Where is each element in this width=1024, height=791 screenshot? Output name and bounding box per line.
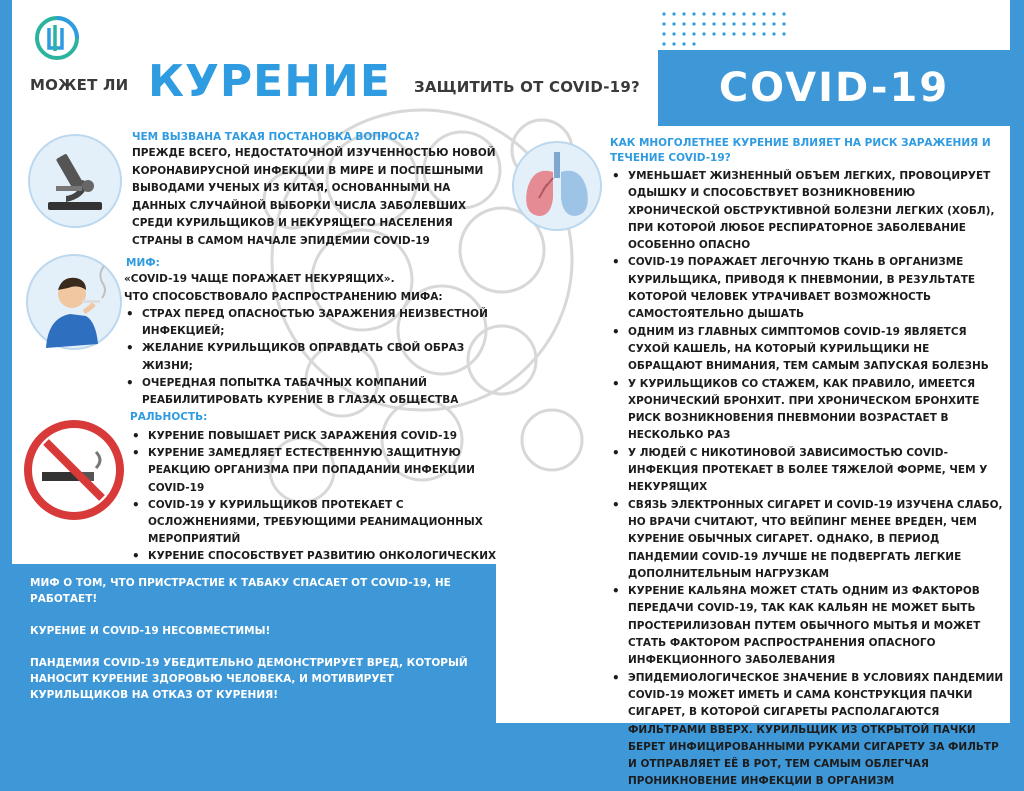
list-item: • КУРЕНИЕ КАЛЬЯНА МОЖЕТ СТАТЬ ОДНИМ ИЗ ФАКТОРОВ ПЕРЕДАЧИ COVID-19, ТАК КАК КАЛЬЯН НЕ МОЖЕТ БЫТЬ ПРОСТЕРИЛИЗОВАН ПУТЕМ ОБЫЧНОГО МЫТЬЯ И МОЖЕТ СТАТЬ ФАКТОРОМ РАСПРОСТРАНЕНИЯ ОПАСНОГО ИНФЕКЦИОННОГО ЗАБОЛЕВАНИЯ [610,583,1006,669]
list-item: • COVID-19 ПОРАЖАЕТ ЛЕГОЧНУЮ ТКАНЬ В ОРГАНИЗМЕ КУРИЛЬЩИКА, ПРИВОДЯ К ПНЕВМОНИИ, В РЕЗУЛЬТАТЕ КОТОРОЙ ЧЕЛОВЕК УТРАЧИВАЕТ ВОЗМОЖНОСТЬ САМОСТОЯТЕЛЬНО ДЫШАТЬ [610,254,1006,323]
list-item: • ОДНИМ ИЗ ГЛАВНЫХ СИМПТОМОВ COVID-19 ЯВЛЯЕТСЯ СУХОЙ КАШЕЛЬ, НА КОТОРЫЙ КУРИЛЬЩИКИ НЕ ОБРАЩАЮТ ВНИМАНИЯ, ТЕМ САМЫМ ЗАПУСКАЯ БОЛЕЗНЬ [610,324,1006,376]
list-item: • КУРЕНИЕ ЗАМЕДЛЯЕТ ЕСТЕСТВЕННУЮ ЗАЩИТНУЮ РЕАКЦИЮ ОРГАНИЗМА ПРИ ПОПАДАНИИ ИНФЕКЦИИ COVID-19 [130,445,508,497]
conclusion-text-2: КУРЕНИЕ И COVID-19 НЕСОВМЕСТИМЫ! [30,625,271,637]
section-myth-line1: «COVID-19 ЧАЩЕ ПОРАЖАЕТ НЕКУРЯЩИХ». [124,273,395,285]
section-cause-text: ПРЕЖДЕ ВСЕГО, НЕДОСТАТОЧНОЙ ИЗУЧЕННОСТЬЮ НОВОЙ КОРОНАВИРУСНОЙ ИНФЕКЦИИ В МИРЕ И ПОСПЕШНЫМИ ВЫВОДАМИ УЧЕНЫХ ИЗ КИТАЯ, ОСНОВАННЫМИ НА ДАННЫХ СЛУЧАЙНОЙ ВЫБОРКИ ЧИСЛА ЗАБОЛЕВШИХ СРЕДИ КУРИЛЬЩИКОВ И НЕКУРЯЩЕГО НАСЕЛЕНИЯ СТРАНЫ В САМОМ НАЧАЛЕ ЭПИДЕМИИ COVID-19 [132,147,496,247]
list-item: • СТРАХ ПЕРЕД ОПАСНОСТЬЮ ЗАРАЖЕНИЯ НЕИЗВЕСТНОЙ ИНФЕКЦИЕЙ; [124,306,504,340]
list-item: • ЖЕЛАНИЕ КУРИЛЬЩИКОВ ОПРАВДАТЬ СВОЙ ОБРАЗ ЖИЗНИ; [124,340,504,374]
myth-list [124,306,504,409]
title-suffix: ЗАЩИТИТЬ ОТ COVID-19? [414,78,640,96]
section-risk [610,136,1006,791]
logo-icon [32,15,82,61]
list-item: • УМЕНЬШАЕТ ЖИЗНЕННЫЙ ОБЪЕМ ЛЕГКИХ, ПРОВОЦИРУЕТ ОДЫШКУ И СПОСОБСТВУЕТ ВОЗНИКНОВЕНИЮ ХРОНИЧЕСКОЙ ОБСТРУКТИВНОЙ БОЛЕЗНИ ЛЕГКИХ (ХОБЛ), ПРИ КОТОРОЙ ЛЮБОЕ РЕСПИРАТОРНОЕ ЗАБОЛЕВАНИЕ ОСОБЕННО ОПАСНО [610,168,1006,254]
section-reality [130,410,508,583]
no-smoking-icon [24,420,124,520]
risk-list [610,168,1006,791]
section-risk-heading: КАК МНОГОЛЕТНЕЕ КУРЕНИЕ ВЛИЯЕТ НА РИСК ЗАРАЖЕНИЯ И ТЕЧЕНИЕ COVID-19? [610,137,991,164]
list-item: • ОЧЕРЕДНАЯ ПОПЫТКА ТАБАЧНЫХ КОМПАНИЙ РЕАБИЛИТИРОВАТЬ КУРЕНИЕ В ГЛАЗАХ ОБЩЕСТВА [124,375,504,409]
section-cause-heading: ЧЕМ ВЫЗВАНА ТАКАЯ ПОСТАНОВКА ВОПРОСА? [132,131,420,143]
section-myth-line2: ЧТО СПОСОБСТВОВАЛО РАСПРОСТРАНЕНИЮ МИФА: [124,290,443,303]
lungs-icon [509,138,605,234]
reality-list [130,428,508,583]
smoker-icon [24,252,124,352]
conclusion-text-1: МИФ О ТОМ, ЧТО ПРИСТРАСТИЕ К ТАБАКУ СПАСАЕТ ОТ COVID-19, НЕ РАБОТАЕТ! [30,577,451,605]
list-item: • КУРЕНИЕ СПОСОБСТВУЕТ РАЗВИТИЮ ОНКОЛОГИЧЕСКИХ [130,548,508,582]
title-prefix: МОЖЕТ ЛИ [30,76,129,94]
section-reality-heading: РАЛЬНОСТЬ: [130,411,208,423]
list-item: • ЭПИДЕМИОЛОГИЧЕСКОЕ ЗНАЧЕНИЕ В УСЛОВИЯХ ПАНДЕМИИ COVID-19 МОЖЕТ ИМЕТЬ И САМА КОНСТРУКЦИЯ ПАЧКИ СИГАРЕТ, В КОТОРОЙ СИГАРЕТЫ РАСПОЛАГАЮТСЯ ФИЛЬТРАМИ ВВЕРХ. КУРИЛЬЩИК ИЗ ОТКРЫТОЙ ПАЧКИ БЕРЕТ ИНФИЦИРОВАННЫМИ РУКАМИ СИГАРЕТУ ЗА ФИЛЬТР И ОТПРАВЛЯЕТ ЕЁ В РОТ, ТЕМ САМЫМ ОБЛЕГЧАЯ ПРОНИКНОВЕНИЕ ИНФЕКЦИИ В ОРГАНИЗМ [610,670,1006,791]
list-item: • СВЯЗЬ ЭЛЕКТРОННЫХ СИГАРЕТ И COVID-19 ИЗУЧЕНА СЛАБО, НО ВРАЧИ СЧИТАЮТ, ЧТО ВЕЙПИНГ МЕНЕЕ ВРЕДЕН, ЧЕМ КУРЕНИЕ ОБЫЧНЫХ СИГАРЕТ. ОДНАКО, В ПЕРИОД ПАНДЕМИИ COVID-19 ЛУЧШЕ НЕ ПОДВЕРГАТЬ ЛЕГКИЕ ДОПОЛНИТЕЛЬНЫМ НАГРУЗКАМ [610,497,1006,583]
conclusion-box [12,564,496,723]
section-cause [132,130,502,250]
microscope-icon [26,132,124,230]
list-item: • У КУРИЛЬЩИКОВ СО СТАЖЕМ, КАК ПРАВИЛО, ИМЕЕТСЯ ХРОНИЧЕСКИЙ БРОНХИТ. ПРИ ХРОНИЧЕСКОМ БРОНХИТЕ РИСК ВОЗНИКНОВЕНИЯ ПНЕВМОНИИ ВОЗРАСТАЕТ В НЕСКОЛЬКО РАЗ [610,376,1006,445]
list-item: • COVID-19 У КУРИЛЬЩИКОВ ПРОТЕКАЕТ С ОСЛОЖНЕНИЯМИ, ТРЕБУЮЩИМИ РЕАНИМАЦИОННЫХ МЕРОПРИЯТИЙ [130,497,508,549]
title-main: КУРЕНИЕ [148,56,391,107]
page-title [22,56,662,112]
covid-banner: COVID-19 [658,50,1010,126]
section-myth-heading: МИФ: [126,257,160,269]
list-item: • КУРЕНИЕ ПОВЫШАЕТ РИСК ЗАРАЖЕНИЯ COVID-19 [130,428,508,445]
section-myth [124,256,504,409]
list-item: • У ЛЮДЕЙ С НИКОТИНОВОЙ ЗАВИСИМОСТЬЮ COVID-ИНФЕКЦИЯ ПРОТЕКАЕТ В БОЛЕЕ ТЯЖЕЛОЙ ФОРМЕ, ЧЕМ У НЕКУРЯЩИХ [610,445,1006,497]
conclusion-text-3: ПАНДЕМИЯ COVID-19 УБЕДИТЕЛЬНО ДЕМОНСТРИРУЕТ ВРЕД, КОТОРЫЙ НАНОСИТ КУРЕНИЕ ЗДОРОВЬЮ ЧЕЛОВЕКА, И МОТИВИРУЕТ КУРИЛЬЩИКОВ НА ОТКАЗ ОТ КУРЕНИЯ! [30,657,468,701]
